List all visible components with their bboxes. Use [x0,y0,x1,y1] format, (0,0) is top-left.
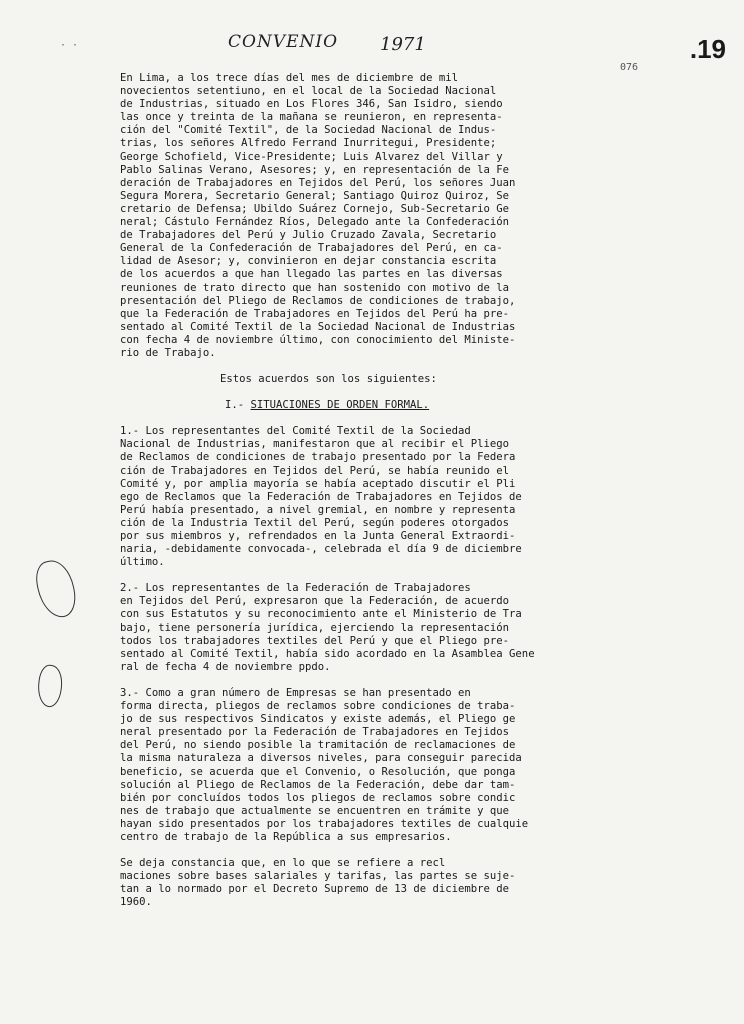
handwritten-title: CONVENIO [228,32,339,52]
handwritten-year: 1971 [380,34,426,55]
clause-3: 3.- Como a gran número de Empresas se han presentado en forma directa, pliegos de reclamos sobre condiciones de traba- jo de sus respectivos Sindicatos y existe además, el Pliego ge neral presentado por la Federación de Trabajadores en Tejidos del Perú, no siendo posible la tramitación de reclamaciones de la misma naturaleza a diversos niveles, para conseguir parecida beneficio, se acuerda que el Convenio, o Resolución, que ponga solución al Pliego de Reclamos de la Federación, debe dar tam- bién por concluídos todos los pliegos de reclamos sobre condic nes de trabajo que actualmente se encuentren en trámite y que hayan sido presentados por los trabajadores textiles de cualquie centro de trabajo de la República a sus empresarios. [120,686,529,843]
handwritten-initial-mark [35,664,65,709]
section-number: I.- [225,399,245,412]
section-title: SITUACIONES DE ORDEN FORMAL. [250,399,430,412]
handwritten-initial-mark [32,557,79,621]
clause-1: 1.- Los representantes del Comité Textil de la Sociedad Nacional de Industrias, manifestaron que al recibir el Pliego de Reclamos de condiciones de trabajo presentado por la Federa ción de Trabajadores en Tejidos del Perú, se había reunido el Comité y, por amplia mayoría se había aceptado discutir el Pli ego de Reclamos que la Federación de Trabajadores en Tejidos de Perú había presentado, a nivel gremial, en nombre y representa ción de la Industria Textil del Perú, según poderes otorgados por sus miembros y, refrendados en la Junta General Extraordi- naria, -debidamente convocada-, celebrada el día 9 de diciembre último. [120,425,522,569]
section-heading [120,399,628,412]
page-folio-stamp: 076 [620,62,639,73]
intro-paragraph: En Lima, a los trece días del mes de diciembre de mil novecientos setentiuno, en el local de la Sociedad Nacional de Industrias, situado en Los Flores 346, San Isidro, siendo las once y treinta de la mañana se reunieron, en representa- ción del "Comité Textil", de la Sociedad Nacional de Indus- trias, los señores Alfredo Ferrand Inurritegui, Presidente; George Schofield, Vice-Presidente; Luis Alvarez del Villar y Pablo Salinas Verano, Asesores; y, en representación de la Fe deración de Trabajadores en Tejidos del Perú, los señores Juan Segura Morera, Secretario General; Santiago Quiroz Quiroz, Se cretario de Defensa; Ubildo Suárez Cornejo, Sub-Secretario Ge neral; Cástulo Fernández Ríos, Delegado ante la Confederación de Trabajadores del Perú y Julio Cruzado Zavala, Secretario General de la Confederación de Trabajadores del Perú, en ca- lidad de Asesor; y, convinieron en dejar constancia escrita de los acuerdos a que han llegado las partes en las diversas reuniones de trato directo que han sostenido con motivo de la presentación del Pliego de Reclamos de condiciones de trabajo, que la Federación de Trabajadores en Tejidos del Perú ha pre- sentado al Comité Textil de la Sociedad Nacional de Industrias con fecha 4 de noviembre último, con conocimiento del Ministe- rio de Trabajo. [120,72,516,359]
clause-2: 2.- Los representantes de la Federación de Trabajadores en Tejidos del Perú, expresaron que la Federación, de acuerdo con sus Estatutos y su reconocimiento ante el Ministerio de Tra bajo, tiene personería jurídica, ejerciendo la representación todos los trabajadores textiles del Perú y que el Pliego pre- sentado al Comité Textil, había sido acordado en la Asamblea Gene ral de fecha 4 de noviembre ppdo. [120,582,535,673]
agreements-intro: Estos acuerdos son los siguientes: [220,373,437,386]
margin-smudge: · · [60,40,79,51]
document-body [120,72,628,909]
clause-salary-note: Se deja constancia que, en lo que se refiere a recl maciones sobre bases salariales y tarifas, las partes se suje- tan a lo normado por el Decreto Supremo de 13 de diciembre de 1960. [120,857,516,909]
page-folio: .19 [689,34,726,64]
